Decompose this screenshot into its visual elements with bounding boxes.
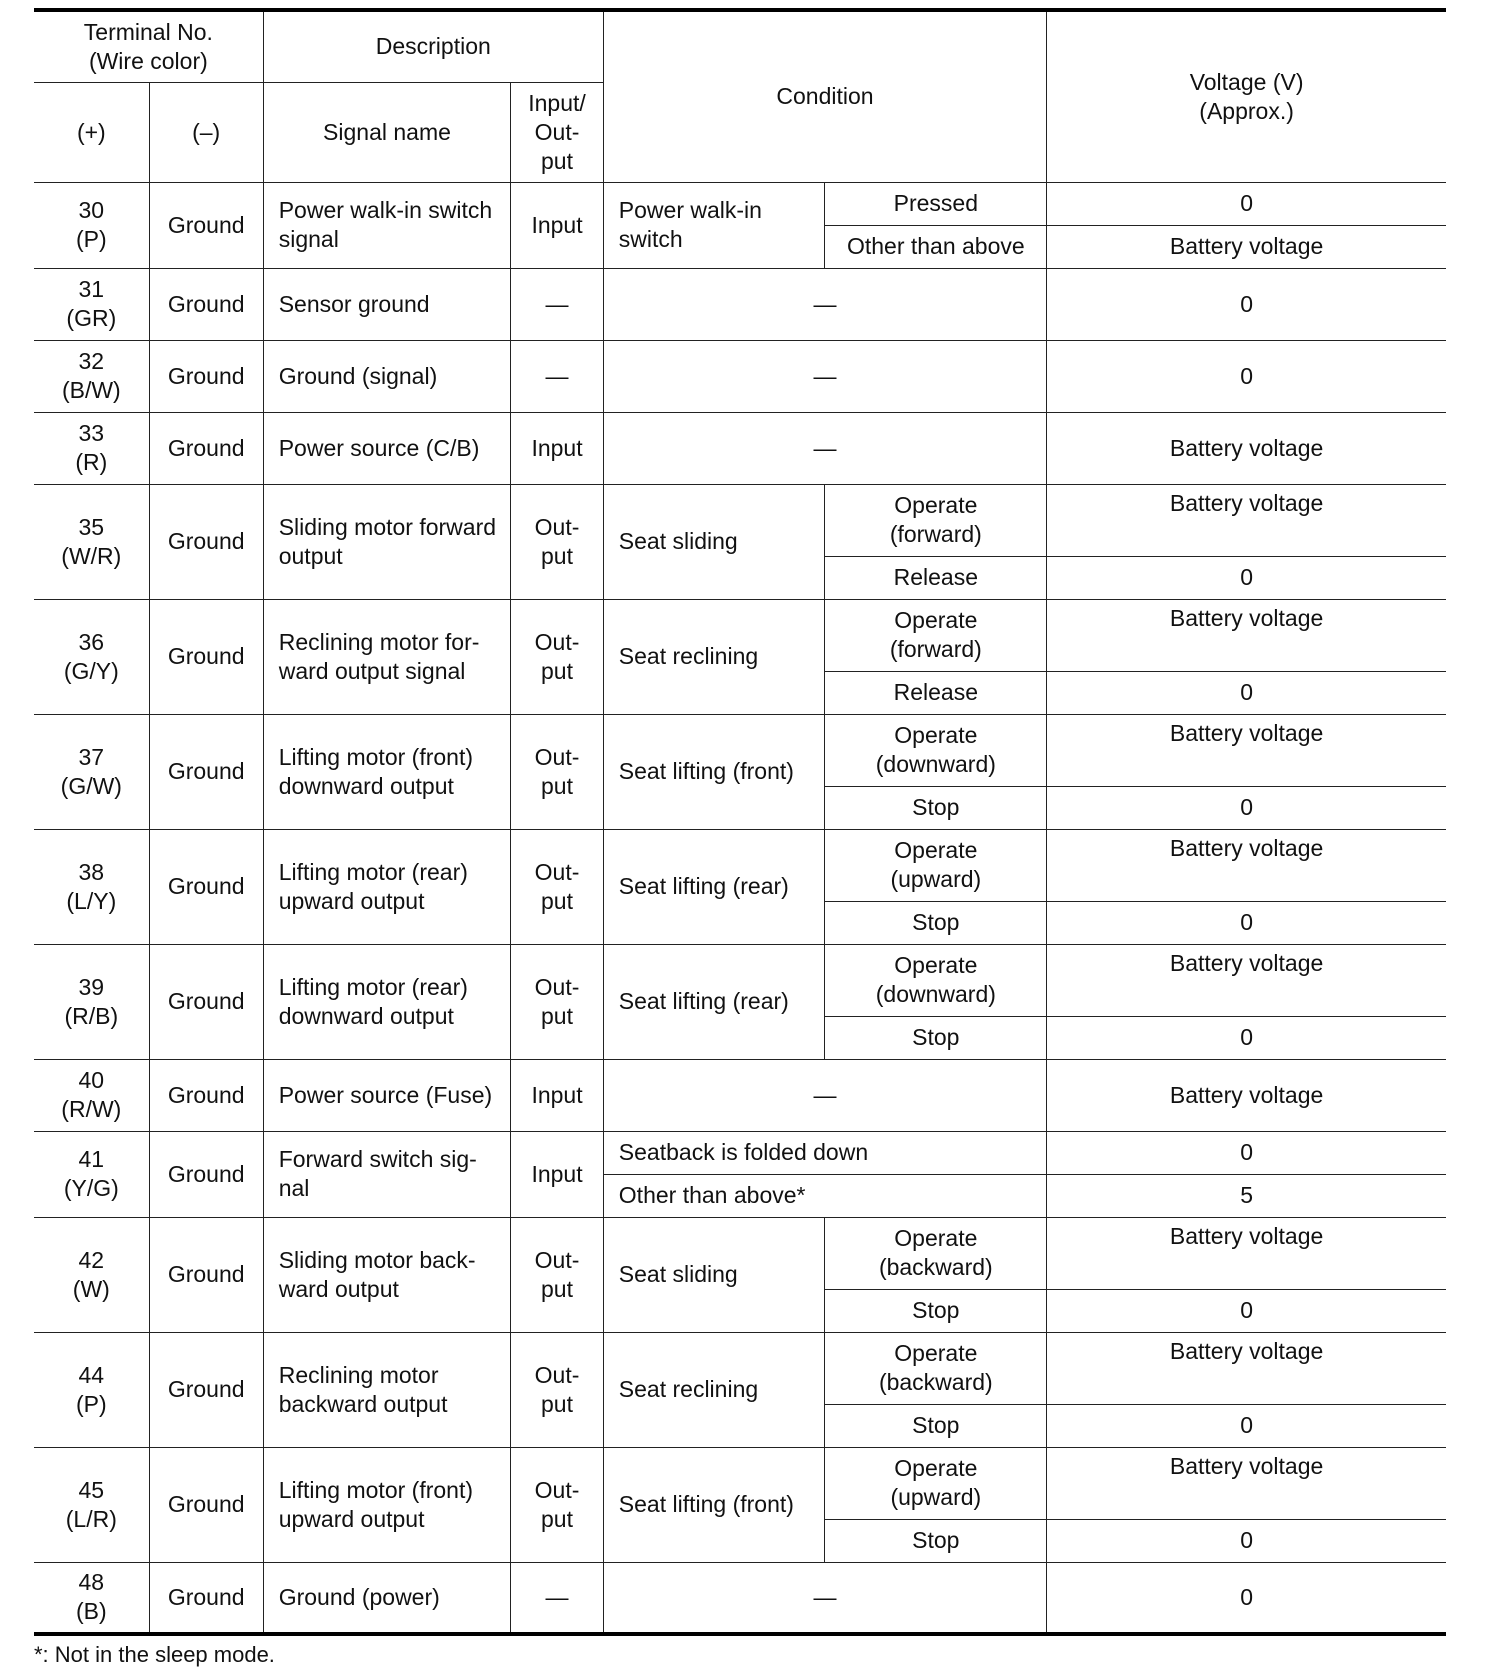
ground-cell: Ground [149,268,263,340]
condition-cell: Seat reclining [603,1332,825,1447]
subcondition-cell: Operate (backward) [825,1217,1047,1289]
subcondition-cell: Stop [825,1519,1047,1562]
ground-cell: Ground [149,484,263,599]
table-row [34,182,1446,225]
signal-cell: Lifting motor (front) upward output [263,1447,511,1562]
voltage-cell: Battery voltage [1047,1059,1446,1131]
condition-cell: Seat reclining [603,599,825,714]
io-cell: Out- put [511,829,604,944]
voltage-cell: 0 [1047,340,1446,412]
io-cell: — [511,268,604,340]
signal-cell: Lifting motor (rear) downward output [263,944,511,1059]
voltage-cell: 0 [1047,1519,1446,1562]
subcondition-cell: Operate (downward) [825,714,1047,786]
ground-cell: Ground [149,1332,263,1447]
voltage-cell: 0 [1047,1016,1446,1059]
voltage-cell: 0 [1047,182,1446,225]
subcondition-cell: Operate (upward) [825,829,1047,901]
signal-cell: Ground (power) [263,1562,511,1634]
condition-cell: Seat lifting (rear) [603,944,825,1059]
signal-cell: Sliding motor back- ward output [263,1217,511,1332]
io-cell: Out- put [511,714,604,829]
condition-cell: — [603,268,1046,340]
voltage-cell: 0 [1047,1131,1446,1174]
ground-cell: Ground [149,829,263,944]
signal-cell: Power walk-in switch signal [263,182,511,268]
condition-cell: — [603,1562,1046,1634]
condition-cell: Seat sliding [603,484,825,599]
header-io: Input/ Out- put [511,82,604,182]
terminal-cell: 39 (R/B) [34,944,149,1059]
table-row [34,1332,1446,1404]
io-cell: Input [511,1059,604,1131]
terminal-cell: 42 (W) [34,1217,149,1332]
ground-cell: Ground [149,944,263,1059]
terminal-cell: 44 (P) [34,1332,149,1447]
header-description: Description [263,10,603,82]
condition-cell: — [603,340,1046,412]
table-row [34,829,1446,901]
subcondition-cell: Operate (forward) [825,484,1047,556]
table-row [34,944,1446,1016]
header-minus: (–) [149,82,263,182]
table-row [34,599,1446,671]
io-cell: Out- put [511,1447,604,1562]
ground-cell: Ground [149,1217,263,1332]
io-cell: — [511,1562,604,1634]
table-row [34,1059,1446,1131]
table-row [34,1217,1446,1289]
header-row-1 [34,10,1446,82]
condition-cell: Seat sliding [603,1217,825,1332]
ground-cell: Ground [149,1131,263,1217]
condition-cell: Power walk-in switch [603,182,825,268]
terminal-cell: 45 (L/R) [34,1447,149,1562]
terminal-cell: 30 (P) [34,182,149,268]
header-condition: Condition [603,10,1046,182]
subcondition-cell: Stop [825,1289,1047,1332]
table-row [34,484,1446,556]
voltage-cell: Battery voltage [1047,225,1446,268]
subcondition-cell: Stop [825,786,1047,829]
voltage-cell: 0 [1047,901,1446,944]
subcondition-cell: Other than above [825,225,1047,268]
signal-cell: Lifting motor (front) downward output [263,714,511,829]
condition-cell: Seat lifting (front) [603,714,825,829]
signal-cell: Lifting motor (rear) upward output [263,829,511,944]
table-row [34,340,1446,412]
terminal-cell: 37 (G/W) [34,714,149,829]
signal-cell: Power source (C/B) [263,412,511,484]
io-cell: Out- put [511,1217,604,1332]
voltage-cell: 5 [1047,1174,1446,1217]
io-cell: — [511,340,604,412]
subcondition-cell: Operate (forward) [825,599,1047,671]
table-row [34,1562,1446,1634]
header-terminal: Terminal No. (Wire color) [34,10,263,82]
subcondition-cell: Stop [825,1404,1047,1447]
voltage-cell: Battery voltage [1047,829,1446,901]
terminal-cell: 48 (B) [34,1562,149,1634]
signal-cell: Forward switch sig- nal [263,1131,511,1217]
subcondition-cell: Operate (upward) [825,1447,1047,1519]
condition-cell: — [603,412,1046,484]
terminal-cell: 32 (B/W) [34,340,149,412]
io-cell: Out- put [511,1332,604,1447]
signal-cell: Ground (signal) [263,340,511,412]
voltage-cell: Battery voltage [1047,1217,1446,1289]
header-signal-name: Signal name [263,82,511,182]
subcondition-cell: Stop [825,901,1047,944]
footnote: *: Not in the sleep mode. [34,1642,275,1667]
terminal-cell: 40 (R/W) [34,1059,149,1131]
voltage-cell: Battery voltage [1047,599,1446,671]
signal-cell: Sensor ground [263,268,511,340]
voltage-cell: 0 [1047,671,1446,714]
signal-cell: Power source (Fuse) [263,1059,511,1131]
subcondition-cell: Pressed [825,182,1047,225]
io-cell: Input [511,412,604,484]
subcondition-cell: Stop [825,1016,1047,1059]
signal-cell: Sliding motor forward output [263,484,511,599]
voltage-cell: Battery voltage [1047,1332,1446,1404]
subcondition-cell: Release [825,556,1047,599]
signal-cell: Reclining motor for- ward output signal [263,599,511,714]
subcondition-cell: Release [825,671,1047,714]
subcondition-cell: Operate (backward) [825,1332,1047,1404]
condition-cell: — [603,1059,1046,1131]
voltage-cell: Battery voltage [1047,412,1446,484]
io-cell: Input [511,182,604,268]
ground-cell: Ground [149,1447,263,1562]
ground-cell: Ground [149,412,263,484]
ground-cell: Ground [149,1562,263,1634]
terminal-cell: 31 (GR) [34,268,149,340]
terminal-cell: 33 (R) [34,412,149,484]
voltage-cell: 0 [1047,556,1446,599]
table-row [34,268,1446,340]
io-cell: Out- put [511,484,604,599]
voltage-cell: 0 [1047,1562,1446,1634]
voltage-cell: Battery voltage [1047,714,1446,786]
signal-cell: Reclining motor backward output [263,1332,511,1447]
voltage-cell: Battery voltage [1047,944,1446,1016]
ground-cell: Ground [149,1059,263,1131]
voltage-cell: 0 [1047,1404,1446,1447]
io-cell: Input [511,1131,604,1217]
voltage-cell: 0 [1047,1289,1446,1332]
ground-cell: Ground [149,182,263,268]
condition-cell: Seat lifting (front) [603,1447,825,1562]
io-cell: Out- put [511,599,604,714]
terminal-cell: 38 (L/Y) [34,829,149,944]
terminal-cell: 36 (G/Y) [34,599,149,714]
subcondition-cell: Operate (downward) [825,944,1047,1016]
voltage-cell: Battery voltage [1047,1447,1446,1519]
terminal-table [34,8,1446,1636]
terminal-cell: 35 (W/R) [34,484,149,599]
terminal-cell: 41 (Y/G) [34,1131,149,1217]
table-row [34,1447,1446,1519]
header-voltage: Voltage (V) (Approx.) [1047,10,1446,182]
table-row [34,1131,1446,1174]
condition-cell: Seat lifting (rear) [603,829,825,944]
terminal-spec-sheet [34,8,1446,1668]
condition-cell: Other than above* [603,1174,1046,1217]
ground-cell: Ground [149,599,263,714]
ground-cell: Ground [149,714,263,829]
voltage-cell: 0 [1047,268,1446,340]
table-row [34,412,1446,484]
voltage-cell: Battery voltage [1047,484,1446,556]
header-plus: (+) [34,82,149,182]
condition-cell: Seatback is folded down [603,1131,1046,1174]
io-cell: Out- put [511,944,604,1059]
table-row [34,714,1446,786]
voltage-cell: 0 [1047,786,1446,829]
ground-cell: Ground [149,340,263,412]
